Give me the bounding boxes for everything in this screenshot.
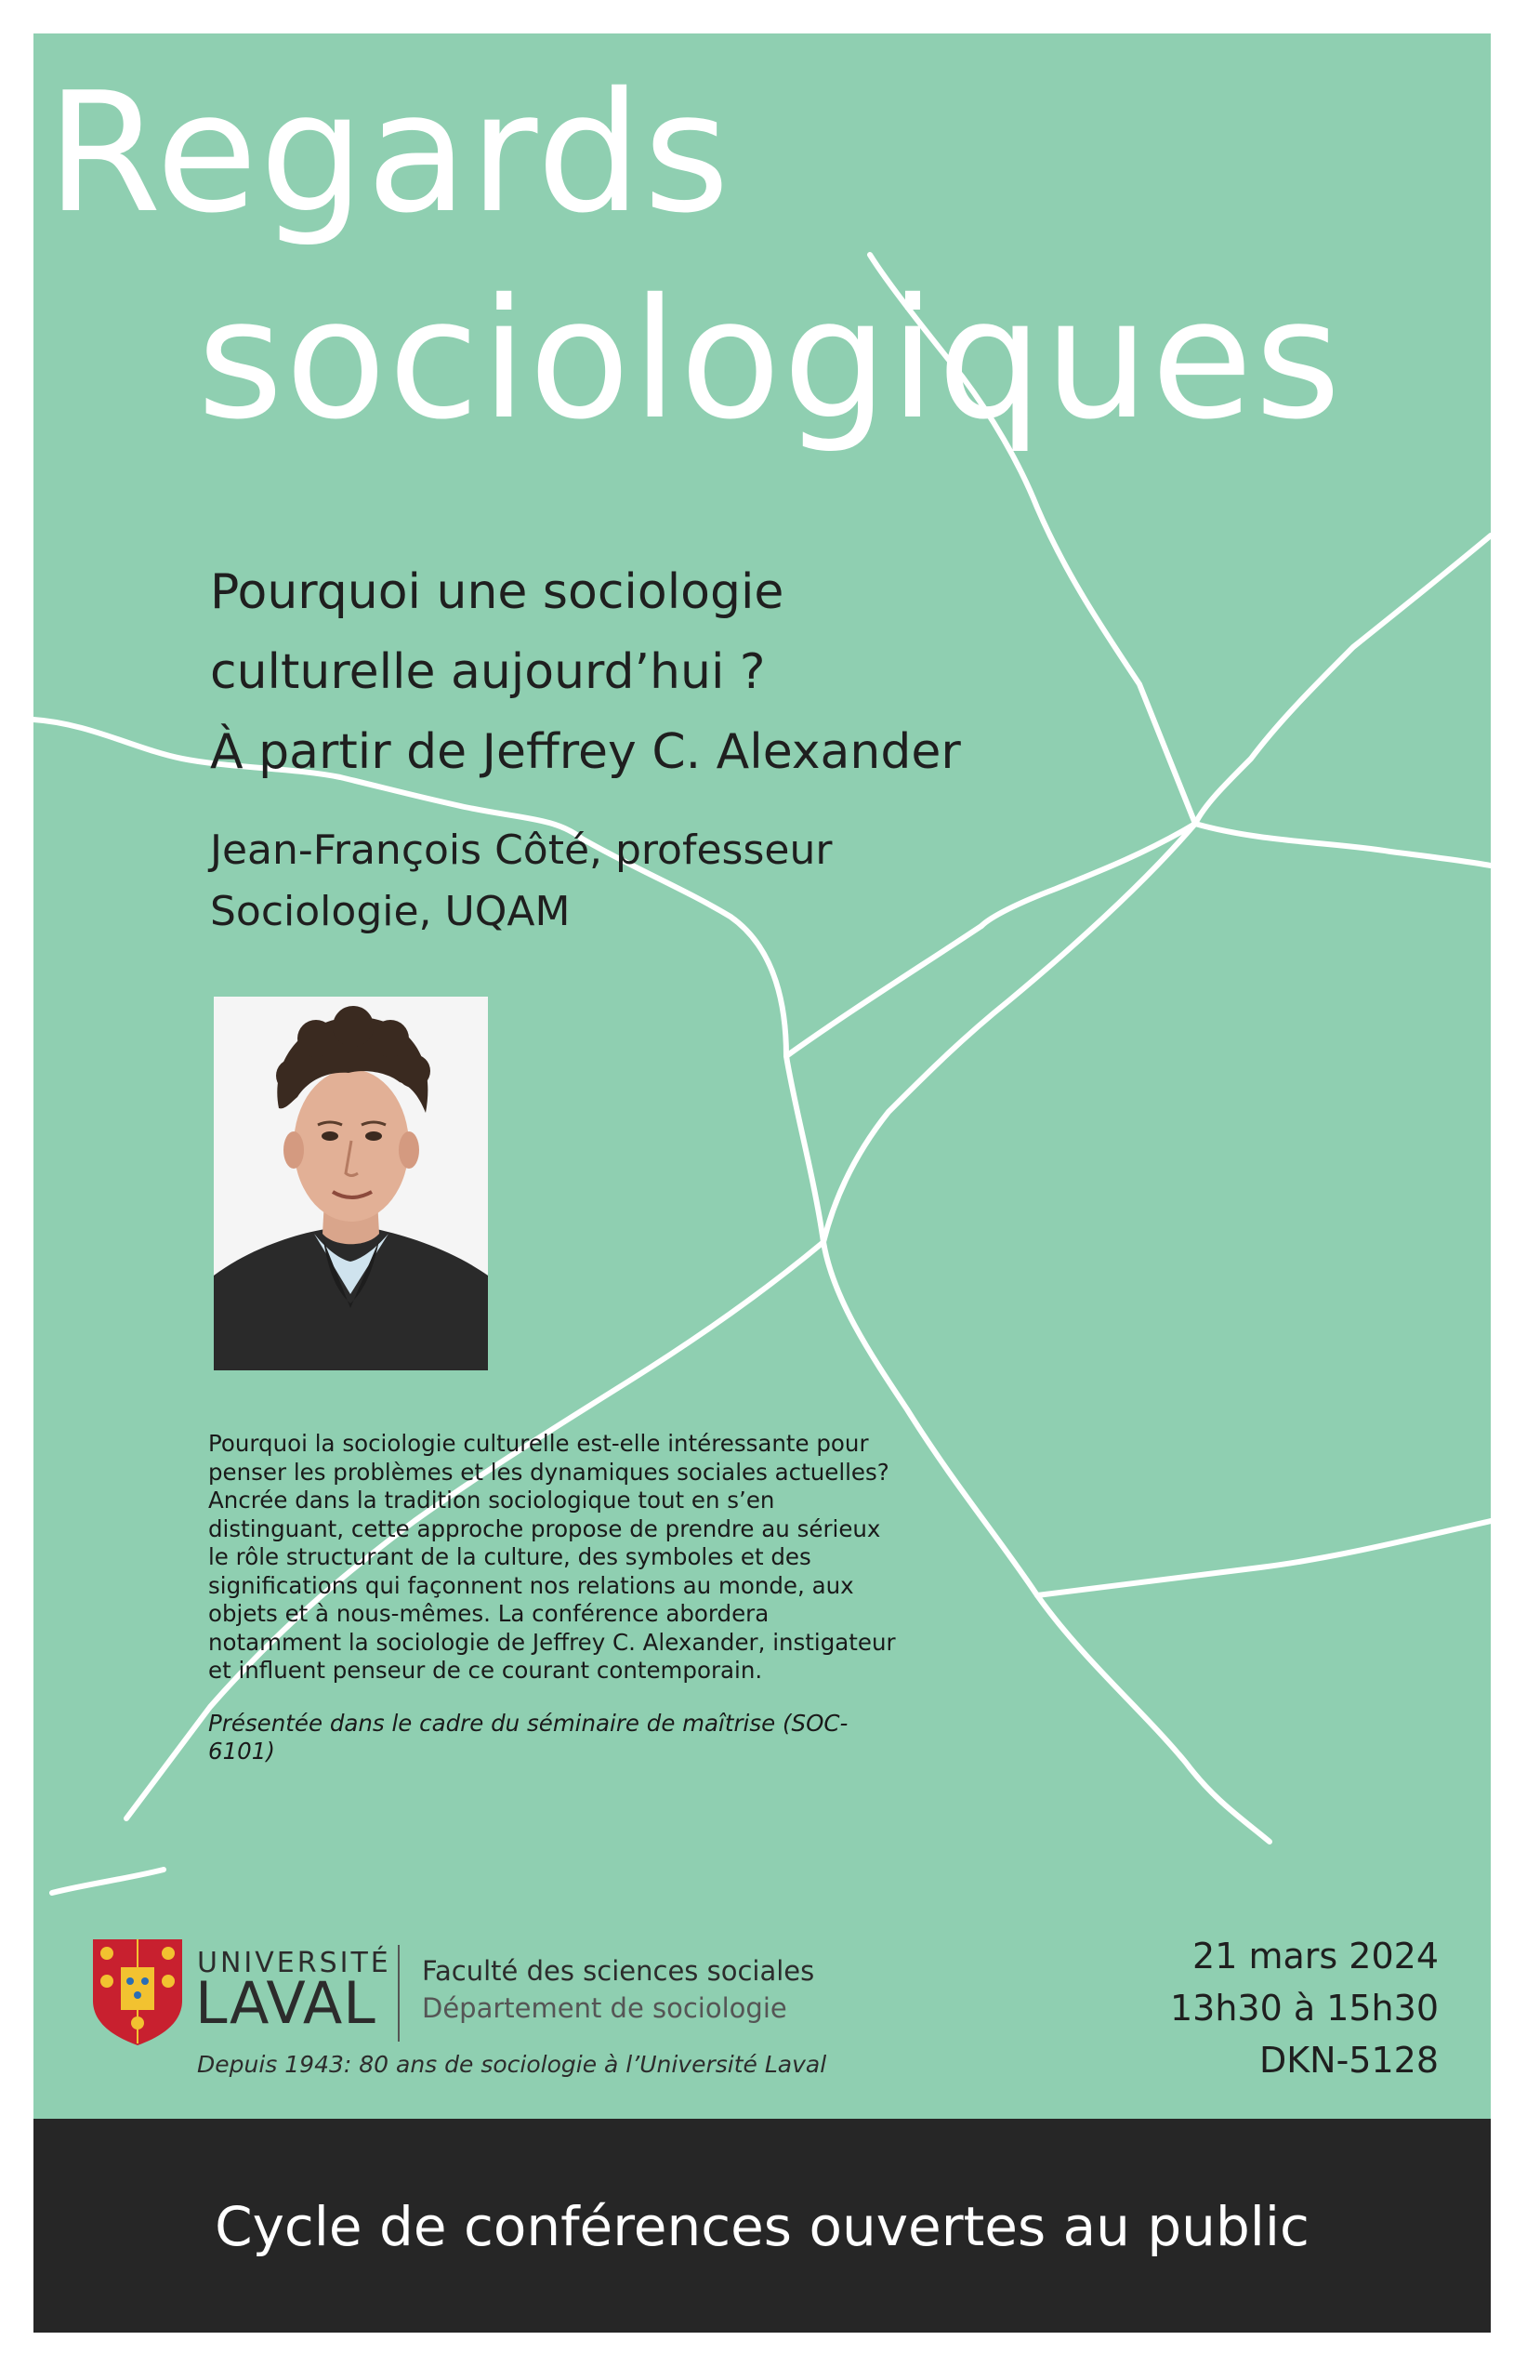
abstract [208,1430,896,1766]
series-title-line-2: sociologiques [197,263,1343,456]
event-date: 21 mars 2024 [1192,1936,1439,1977]
event-room: DKN-5128 [1258,2040,1439,2081]
footer-bar [33,2119,1491,2333]
talk-title-line: culturelle aujourd’hui ? [210,644,766,700]
series-title-line-1: Regards [46,57,732,249]
talk-title-line: Pourquoi une sociologie [210,564,784,620]
anniversary-tagline: Depuis 1943: 80 ans de sociologie à l’Université Laval [197,2051,827,2078]
speaker-info [210,820,832,943]
department-name: Département de sociologie [422,1992,787,2024]
abstract-text: Pourquoi la sociologie culturelle est-elle intéressante pour penser les problèmes et les dynamiques sociales actuelles? Ancrée dans la tradition sociologique tout en s’en distinguant, cette approche propose de prendre au sérieux le rôle structurant de la culture, des symboles et des significations qui façonnent nos relations au monde, aux objets et à nous-mêmes. La conférence abordera notamment la sociologie de Jeffrey C. Alexander, instigateur et influent penseur de ce courant contemporain. [208,1430,896,1684]
poster [33,33,1491,2119]
university-crest-logo [93,1939,182,2045]
speaker-affiliation: Sociologie, UQAM [210,888,571,935]
talk-title [210,552,961,792]
faculty-name: Faculté des sciences sociales [422,1955,815,1987]
faculty-block [422,1952,814,2027]
university-name-small: UNIVERSITÉ [197,1947,391,1979]
seminar-note: Présentée dans le cadre du séminaire de maîtrise (SOC-6101) [208,1709,849,1765]
footer-text: Cycle de conférences ouvertes au public [215,2195,1310,2258]
event-details [1170,1930,1439,2086]
speaker-name-role: Jean-François Côté, professeur [210,826,833,874]
talk-title-line: À partir de Jeffrey C. Alexander [210,724,961,780]
university-name-big: LAVAL [195,1969,376,2037]
logo-divider [398,1945,400,2042]
event-time: 13h30 à 15h30 [1169,1988,1439,2029]
speaker-photo [214,997,488,1370]
